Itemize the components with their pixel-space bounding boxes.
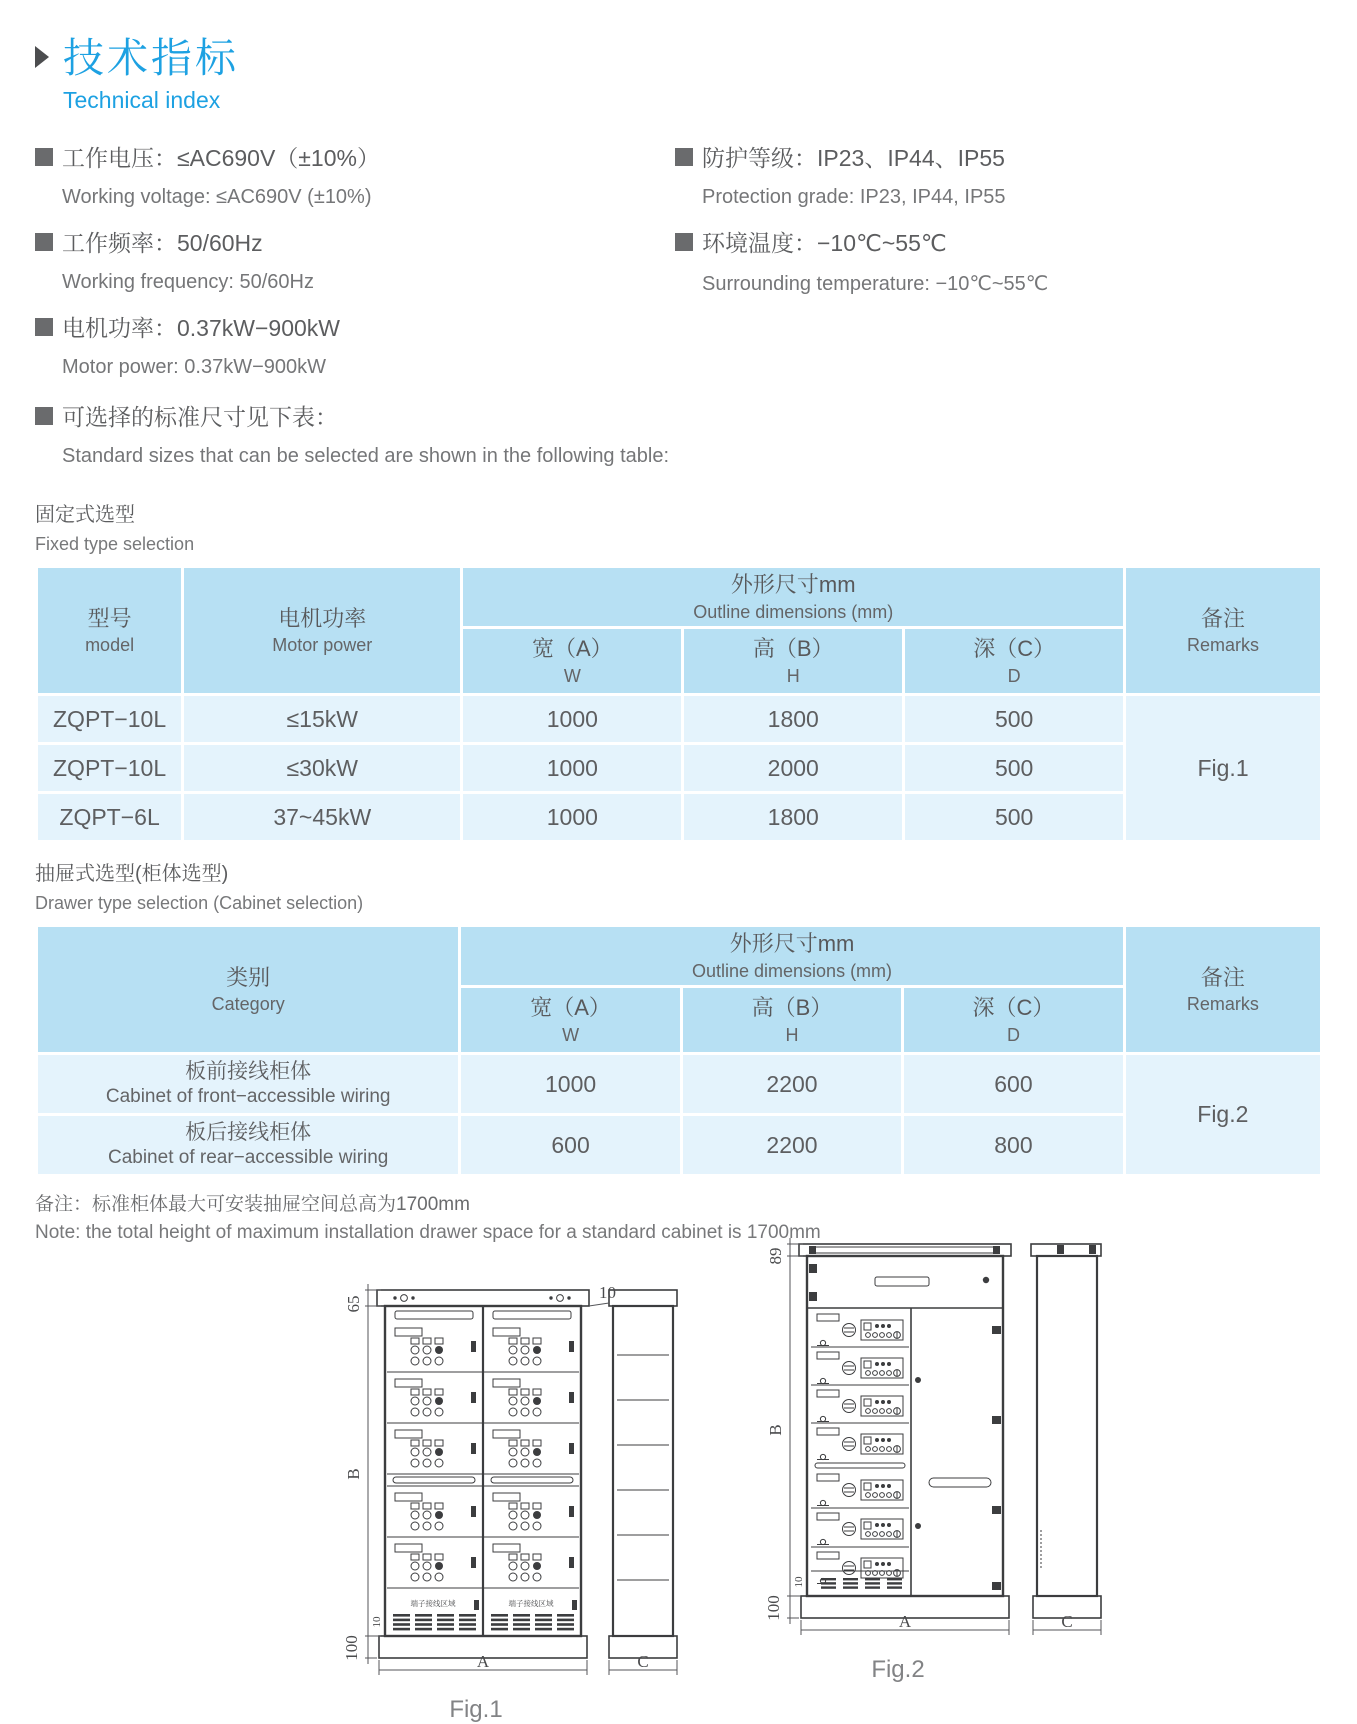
title-arrow-icon <box>35 46 49 68</box>
spec-item-sizes-note <box>35 399 675 468</box>
fig1-caption: Fig.1 <box>449 1696 503 1724</box>
spec-item-frequency <box>35 225 675 294</box>
fig1-dim-cap: 65 <box>344 1295 363 1313</box>
table-row <box>38 696 1320 742</box>
cell-power: ≤15kW <box>184 696 460 742</box>
cell-width: 1000 <box>463 696 681 742</box>
cell-depth: 500 <box>905 794 1123 840</box>
fig1-dim-height: B <box>344 1468 363 1480</box>
fig2-dim-vent: 10 <box>793 1576 805 1588</box>
fixed-type-table <box>35 565 1323 843</box>
cell-model: ZQPT−10L <box>38 696 181 742</box>
fixed-section-label-en: Fixed type selection <box>35 534 195 555</box>
spec-list <box>35 140 1323 484</box>
spec-motor-power-en: Motor power: 0.37kW−900kW <box>62 356 326 379</box>
cell-model: ZQPT−10L <box>38 745 181 791</box>
fig2-dim-depth: C <box>1061 1612 1073 1632</box>
footnote <box>35 1189 1323 1244</box>
fig2-dim-height: B <box>766 1424 785 1436</box>
cell-depth: 500 <box>905 745 1123 791</box>
cell-power: 37~45kW <box>184 794 460 840</box>
spec-voltage-en: Working voltage: ≤AC690V (±10%) <box>62 186 372 209</box>
col-header-motor-power: 电机功率 Motor power <box>184 568 460 693</box>
drawer-section-label-en: Drawer type selection (Cabinet selection) <box>35 893 364 914</box>
square-bullet-icon <box>35 407 53 425</box>
col-header-model: 型号 model <box>38 568 181 693</box>
section-title <box>35 36 1323 81</box>
cell-power: ≤30kW <box>184 745 460 791</box>
spec-column-right <box>675 140 1323 484</box>
square-bullet-icon <box>675 233 693 251</box>
spec-item-voltage <box>35 140 675 209</box>
spec-sizes-note-en: Standard sizes that can be selected are shown in the following table: <box>62 445 670 468</box>
cell-height: 2000 <box>684 745 902 791</box>
figure-1 <box>335 1270 687 1724</box>
square-bullet-icon <box>35 148 53 166</box>
square-bullet-icon <box>675 148 693 166</box>
cell-width: 1000 <box>463 745 681 791</box>
fig2-dim-width: A <box>898 1612 912 1632</box>
cell-width: 1000 <box>461 1055 679 1113</box>
col-header-outline: 外形尺寸mm Outline dimensions (mm) <box>461 927 1122 985</box>
page-title: 技术指标 <box>63 35 239 81</box>
cell-height: 2200 <box>683 1116 901 1174</box>
col-header-category: 类别 Category <box>38 927 458 1052</box>
cell-depth: 800 <box>904 1116 1122 1174</box>
fig1-dim-width: A <box>476 1652 490 1672</box>
fig1-drawing <box>335 1270 687 1690</box>
square-bullet-icon <box>35 233 53 251</box>
cell-depth: 500 <box>905 696 1123 742</box>
cell-width: 600 <box>461 1116 679 1174</box>
spec-protection-zh: 防护等级：IP23、IP44、IP55 <box>702 145 1005 172</box>
fig1-terminal-label: 端子接线区域 <box>508 1599 554 1609</box>
table-row <box>38 1055 1320 1113</box>
col-header-depth: 深（C） D <box>905 629 1123 693</box>
cell-remark-fig2: Fig.2 <box>1126 1055 1320 1174</box>
spec-column-left <box>35 140 675 484</box>
col-header-width: 宽（A） W <box>461 988 679 1052</box>
fig1-terminal-label: 端子接线区域 <box>410 1599 456 1609</box>
square-bullet-icon <box>35 318 53 336</box>
fig2-dim-base: 100 <box>764 1595 783 1621</box>
spec-temperature-zh: 环境温度：−10℃~55℃ <box>702 230 947 257</box>
col-header-remarks: 备注 Remarks <box>1126 927 1320 1052</box>
col-header-remarks: 备注 Remarks <box>1126 568 1320 693</box>
figure-2 <box>757 1230 1109 1724</box>
footnote-en: Note: the total height of maximum installation drawer space for a standard cabinet is 1700mm <box>35 1222 821 1244</box>
cell-model: ZQPT−6L <box>38 794 181 840</box>
fig1-dim-top-right: 10 <box>599 1283 616 1303</box>
spec-item-motor-power <box>35 310 675 379</box>
spec-frequency-en: Working frequency: 50/60Hz <box>62 271 314 294</box>
cell-height: 2200 <box>683 1055 901 1113</box>
fig2-dim-cap: 89 <box>766 1247 785 1265</box>
col-header-width: 宽（A） W <box>463 629 681 693</box>
footnote-zh: 备注：标准柜体最大可安装抽屉空间总高为1700mm <box>35 1194 470 1216</box>
spec-protection-en: Protection grade: IP23, IP44, IP55 <box>702 186 1006 209</box>
spec-voltage-zh: 工作电压：≤AC690V（±10%） <box>62 145 380 172</box>
page-subtitle: Technical index <box>63 87 221 114</box>
col-header-outline: 外形尺寸mm Outline dimensions (mm) <box>463 568 1123 626</box>
cell-height: 1800 <box>684 794 902 840</box>
drawer-section-label <box>35 857 1323 914</box>
fig1-dim-depth: C <box>637 1652 649 1672</box>
drawer-section-label-zh: 抽屉式选型(柜体选型) <box>35 863 229 886</box>
fixed-section-label-zh: 固定式选型 <box>35 504 135 527</box>
fig1-dim-base: 100 <box>342 1635 361 1661</box>
drawer-type-table <box>35 924 1323 1177</box>
spec-item-temperature <box>675 225 1323 296</box>
spec-item-protection <box>675 140 1323 209</box>
col-header-height: 高（B） H <box>684 629 902 693</box>
fig2-caption: Fig.2 <box>871 1656 925 1684</box>
spec-motor-power-zh: 电机功率：0.37kW−900kW <box>62 315 340 342</box>
cell-depth: 600 <box>904 1055 1122 1113</box>
fig2-drawing <box>757 1230 1109 1650</box>
cell-category: 板前接线柜体 Cabinet of front−accessible wiring <box>38 1055 458 1113</box>
spec-frequency-zh: 工作频率：50/60Hz <box>62 230 263 257</box>
spec-temperature-en: Surrounding temperature: −10℃~55℃ <box>702 273 1049 296</box>
col-header-height: 高（B） H <box>683 988 901 1052</box>
cell-width: 1000 <box>463 794 681 840</box>
fixed-section-label <box>35 498 1323 555</box>
col-header-depth: 深（C） D <box>904 988 1122 1052</box>
fig1-dim-vent: 10 <box>371 1616 383 1628</box>
spec-sizes-note-zh: 可选择的标准尺寸见下表： <box>62 404 338 431</box>
cell-remark-fig1: Fig.1 <box>1126 696 1320 840</box>
cell-height: 1800 <box>684 696 902 742</box>
figures-row <box>335 1247 1323 1724</box>
cell-category: 板后接线柜体 Cabinet of rear−accessible wiring <box>38 1116 458 1174</box>
